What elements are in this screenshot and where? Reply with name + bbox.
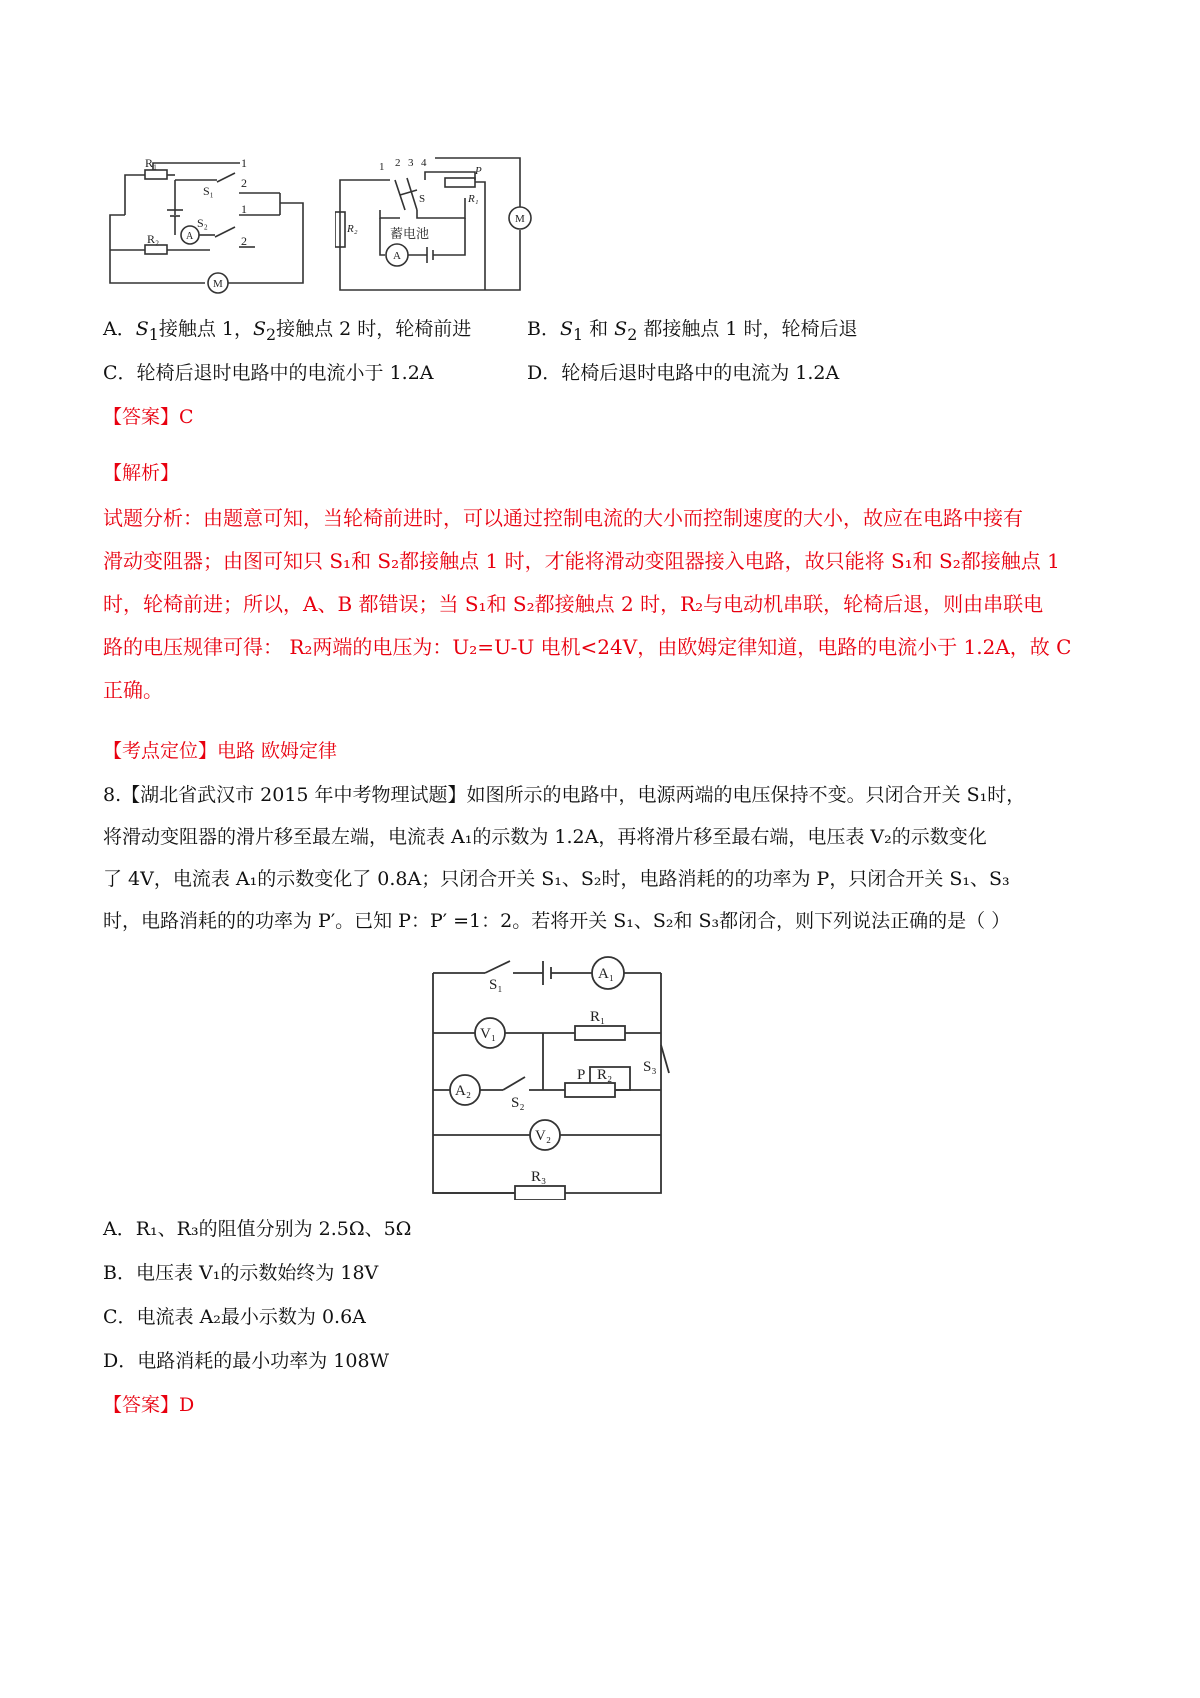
circuit-figure-wheelchair-b <box>335 150 555 310</box>
analysis-line-5: 正确。 <box>103 678 163 702</box>
fig-a-contact-2b: 2 <box>241 234 247 248</box>
analysis-line-1: 试题分析：由题意可知，当轮椅前进时，可以通过控制电流的大小而控制速度的大小，故应在电路中接有 <box>103 506 1023 530</box>
q8-option-a: A．R₁、R₃的阻值分别为 2.5Ω、5Ω <box>103 1218 412 1240</box>
fig-q8-label-a1: A₁ <box>598 966 615 982</box>
fig-b-label-battery: 蓄电池 <box>390 226 430 241</box>
fig-q8-label-v2: V₂ <box>535 1128 552 1144</box>
answer-prev: 【答案】C <box>103 406 194 428</box>
fig-a-label-s1: S₁ <box>203 184 214 198</box>
fig-b-label-r1: R₁ <box>468 193 479 205</box>
fig-a-label-ammeter: A <box>186 231 194 242</box>
q8-line-1: 8.【湖北省武汉市 2015 年中考物理试题】如图所示的电路中，电源两端的电压保持不变。只闭合开关 S₁时， <box>103 784 1026 806</box>
fig-b-contact-1: 1 <box>379 161 385 173</box>
keypoint: 【考点定位】电路 欧姆定律 <box>103 740 338 762</box>
fig-a-label-s2: S₂ <box>197 216 208 230</box>
fig-q8-label-p: P <box>577 1067 586 1083</box>
analysis-heading: 【解析】 <box>103 462 180 484</box>
q8-line-3: 了 4V，电流表 A₁的示数变化了 0.8A；只闭合开关 S₁、S₂时，电路消耗的的功率为 P，只闭合开关 S₁、S₃ <box>103 868 1010 890</box>
fig-b-label-p: P <box>475 165 482 177</box>
fig-q8-label-v1: V₁ <box>480 1026 497 1042</box>
analysis-line-2: 滑动变阻器；由图可知只 S₁和 S₂都接触点 1 时，才能将滑动变阻器接入电路，故只能将 S₁和 S₂都接触点 1 <box>103 549 1060 573</box>
fig-b-label-r2: R₂ <box>347 223 358 235</box>
fig-a-label-r2: R₂ <box>147 232 160 246</box>
fig-q8-label-r2: R₂ <box>597 1067 613 1083</box>
q8-option-b: B．电压表 V₁的示数始终为 18V <box>103 1262 379 1284</box>
fig-q8-label-r3: R₃ <box>531 1169 547 1185</box>
fig-b-contact-4: 4 <box>421 157 427 169</box>
q8-option-d: D．电路消耗的最小功率为 108W <box>103 1350 390 1372</box>
q8-line-4: 时，电路消耗的的功率为 P′。已知 P：P′ =1：2。若将开关 S₁、S₂和 S₃都闭合，则下列说法正确的是（ ） <box>103 910 1011 932</box>
fig-a-contact-2a: 2 <box>241 176 247 190</box>
circuit-figure-q8 <box>425 955 670 1200</box>
q8-line-2: 将滑动变阻器的滑片移至最左端，电流表 A₁的示数为 1.2A，再将滑片移至最右端，电压表 V₂的示数变化 <box>103 826 987 848</box>
analysis-line-4: 路的电压规律可得： R₂两端的电压为：U₂=U-U 电机<24V，由欧姆定律知道，电路的电流小于 1.2A，故 C <box>103 635 1072 659</box>
analysis-line-3: 时，轮椅前进；所以，A、B 都错误；当 S₁和 S₂都接触点 2 时，R₂与电动机串联，轮椅后退，则由串联电 <box>103 592 1044 616</box>
fig-b-contact-2: 2 <box>395 157 401 169</box>
fig-a-contact-1b: 1 <box>241 202 247 216</box>
fig-q8-label-s1: S₁ <box>489 977 503 993</box>
option-c: C．轮椅后退时电路中的电流小于 1.2A <box>103 362 434 384</box>
fig-q8-label-a2: A₂ <box>455 1083 472 1099</box>
fig-b-label-motor: M <box>515 213 525 225</box>
circuit-figure-wheelchair-a <box>105 155 325 305</box>
fig-q8-label-s2: S₂ <box>511 1095 525 1111</box>
q8-option-c: C．电流表 A₂最小示数为 0.6A <box>103 1306 366 1328</box>
fig-a-label-motor: M <box>213 278 223 290</box>
fig-a-label-r1: R₁ <box>145 156 158 170</box>
fig-b-label-ammeter: A <box>393 250 401 262</box>
fig-b-label-s: S <box>419 193 426 205</box>
fig-b-contact-3: 3 <box>408 157 414 169</box>
option-d: D．轮椅后退时电路中的电流为 1.2A <box>527 362 840 384</box>
fig-q8-label-s3: S₃ <box>643 1059 657 1075</box>
fig-a-contact-1a: 1 <box>241 156 247 170</box>
answer-q8: 【答案】D <box>103 1394 195 1416</box>
option-b: B．$S_1$ 和 $S_2$ 都接触点 1 时，轮椅后退 <box>527 318 858 344</box>
option-a: A．$S_1$接触点 1，$S_2$接触点 2 时，轮椅前进 <box>103 318 472 344</box>
fig-q8-label-r1: R₁ <box>590 1009 606 1025</box>
